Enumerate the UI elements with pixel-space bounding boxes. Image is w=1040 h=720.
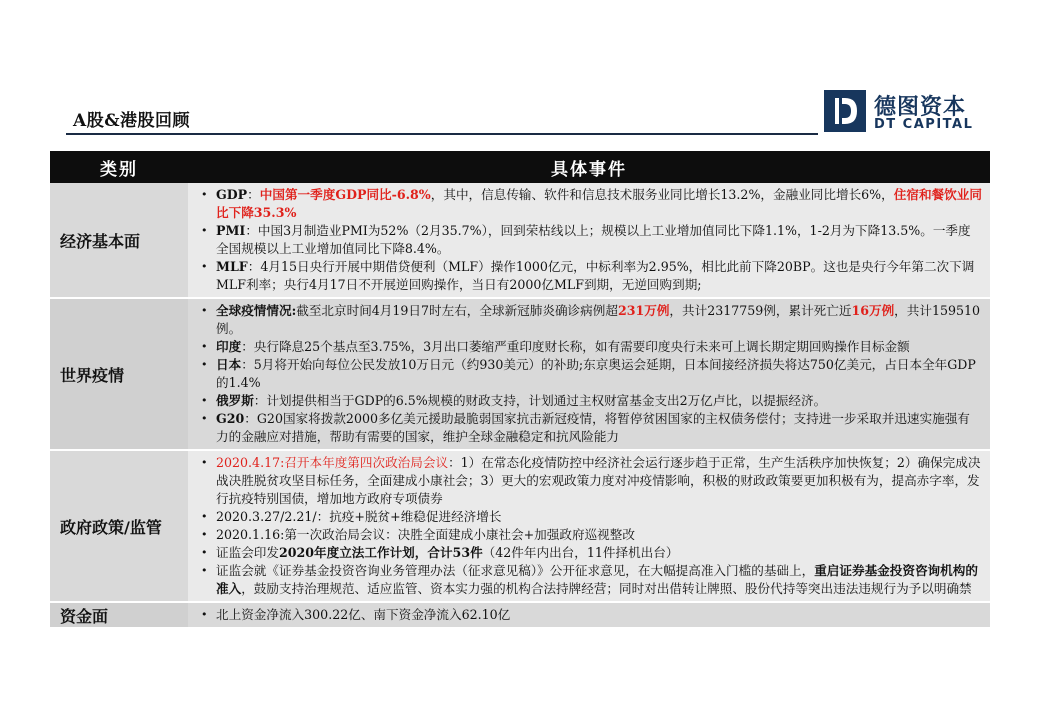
event-item [194, 338, 982, 356]
event-list [194, 454, 982, 598]
event-text: ： [247, 187, 260, 202]
events-cell [188, 602, 990, 628]
event-text: ：中国3月制造业PMI为52%（2月35.7%），回到荣枯线以上；规模以上工业增加值同比下降1.1%，1-2月为下降13.5%。一季度全国规模以上工业增加值同比下降8.4%。 [216, 223, 971, 256]
event-text: 证监会印发 [216, 545, 279, 560]
event-item [194, 562, 982, 598]
event-text: MLF [216, 259, 248, 274]
event-text: 印度 [216, 339, 242, 354]
event-text: ，其中，信息传输、软件和信息技术服务业同比增长13.2%，金融业同比增长6%， [430, 187, 894, 202]
event-text: ：计划提供相当于GDP的6.5%规模的财政支持，计划通过主权财富基金支出2万亿卢比，以提振经济。 [253, 393, 827, 408]
logo-chinese-name: 德图资本 [874, 95, 967, 120]
event-text: 俄罗斯 [216, 393, 254, 408]
event-item [194, 526, 982, 544]
event-text: PMI [216, 223, 246, 238]
event-text: ，共计2317759例，累计死亡近 [669, 303, 852, 318]
company-logo [824, 88, 984, 138]
dt-logo-icon [824, 90, 866, 132]
table-row [50, 602, 990, 628]
event-item [194, 606, 982, 624]
events-cell [188, 298, 990, 450]
event-text: 重启证券基金投资咨询机构的准入 [216, 563, 978, 596]
logo-english-name: DT CAPITAL [874, 117, 974, 132]
events-cell [188, 450, 990, 602]
event-text: 231万例 [617, 303, 670, 318]
event-item [194, 410, 982, 446]
event-item [194, 186, 982, 222]
event-item [194, 454, 982, 508]
event-text: 16万例 [851, 303, 895, 318]
category-cell: 世界疫情 [50, 298, 188, 450]
event-text: 全球疫情情况: [216, 303, 297, 318]
table-row [50, 298, 990, 450]
event-text: ，鼓励支持治理规范、适应监管、资本实力强的机构合法持牌经营；同时对出借转让牌照、股份代持等突出违法违规行为予以明确禁 [241, 581, 972, 596]
event-text: 证监会就《证券基金投资咨询业务管理办法（征求意见稿）》公开征求意见，在大幅提高准入门槛的基础上， [216, 563, 815, 578]
event-text: ：G20国家将拨款2000多亿美元援助最脆弱国家抗击新冠疫情，将暂停贫困国家的主权债务偿付；支持进一步采取并迅速实施强有力的金融应对措施，帮助有需要的国家，维护全球金融稳定和抗风险能力 [216, 411, 970, 444]
table-body [50, 183, 990, 628]
events-table [50, 151, 990, 629]
event-item [194, 392, 982, 410]
event-text: ，共计159510例。 [216, 303, 981, 336]
event-text: 日本 [216, 357, 242, 372]
event-item [194, 258, 982, 294]
page-title: A股&港股回顾 [73, 111, 191, 131]
event-text: 中国第一季度GDP同比-6.8% [259, 187, 431, 202]
category-cell: 资金面 [50, 602, 188, 628]
event-item [194, 544, 982, 562]
event-item [194, 302, 982, 338]
category-cell: 政府政策/监管 [50, 450, 188, 602]
event-text: ：1）在常态化疫情防控中经济社会运行逐步趋于正常，生产生活秩序加快恢复；2）确保完成决战决胜脱贫攻坚目标任务，全面建成小康社会；3）更大的宏观政策力度对冲疫情影响，积极的财政政策要更加积极有为，提高赤字率，发行抗疫特别国债，增加地方政府专项债券 [216, 455, 981, 506]
event-item [194, 222, 982, 258]
header-events: 具体事件 [188, 151, 990, 183]
category-cell: 经济基本面 [50, 183, 188, 298]
events-cell [188, 183, 990, 298]
table-header-row [50, 151, 990, 183]
event-text: （42件年内出台，11件择机出台） [482, 545, 679, 560]
event-list [194, 302, 982, 446]
event-text: ：央行降息25个基点至3.75%，3月出口萎缩严重印度财长称，如有需要印度央行未来可上调长期定期回购操作目标金额 [241, 339, 910, 354]
event-text: ：5月将开始向每位公民发放10万日元（约930美元）的补助;东京奥运会延期，日本间接经济损失将达750亿美元，占日本全年GDP的1.4% [216, 357, 976, 390]
event-text: G20 [216, 411, 245, 426]
event-list [194, 186, 982, 294]
event-text: 2020年度立法工作计划，合计53件 [278, 545, 483, 560]
event-text: 2020.3.27/2.21/：抗疫+脱贫+维稳促进经济增长 [216, 509, 502, 524]
event-text: 北上资金净流入300.22亿、南下资金净流入62.10亿 [216, 607, 511, 622]
header-category: 类别 [50, 151, 188, 183]
event-list [194, 606, 982, 624]
event-text: 截至北京时间4月19日7时左右，全球新冠肺炎确诊病例超 [296, 303, 618, 318]
event-text: 2020.4.17:召开本年度第四次政治局会议 [216, 455, 449, 470]
event-text: 住宿和餐饮业同比下降35.3% [216, 187, 982, 220]
event-text: GDP [216, 187, 248, 202]
event-text: ：4月15日央行开展中期借贷便利（MLF）操作1000亿元，中标利率为2.95%，相比此前下降20BP。这也是央行今年第二次下调MLF利率；央行4月17日不开展逆回购操作，当日有2000亿MLF到期，无逆回购到期; [216, 259, 975, 292]
event-text: 2020.1.16:第一次政治局会议：决胜全面建成小康社会+加强政府巡视整改 [216, 527, 635, 542]
title-underline [66, 133, 818, 135]
event-item [194, 508, 982, 526]
event-item [194, 356, 982, 392]
table-row [50, 183, 990, 298]
table-row [50, 450, 990, 602]
